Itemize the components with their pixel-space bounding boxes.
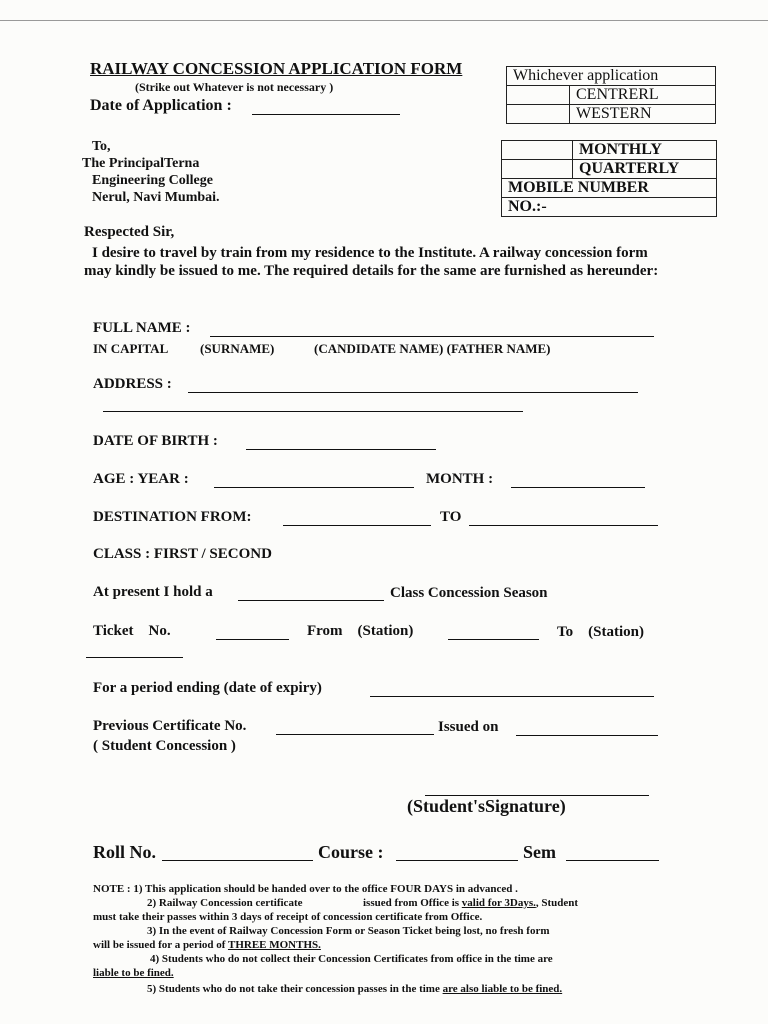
form-title: RAILWAY CONCESSION APPLICATION FORM: [90, 59, 463, 78]
note-2-d: , Student: [535, 897, 579, 909]
note-2-e: must take their passes within 3 days of receipt of concession certificate from Office.: [93, 911, 483, 923]
note-5-a: 5) Students who do not take their concession passes in the time: [147, 983, 440, 995]
sem-field[interactable]: [566, 860, 659, 861]
note-3-a: 3) In the event of Railway Concession Form or Season Ticket being lost, no fresh form: [147, 925, 550, 937]
destination-to-label: TO: [440, 509, 462, 525]
date-of-application-label: Date of Application :: [90, 97, 232, 114]
salutation: Respected Sir,: [84, 224, 175, 240]
sem-label: Sem: [523, 842, 556, 862]
issued-on-label: Issued on: [438, 719, 499, 735]
destination-to-field[interactable]: [469, 525, 658, 526]
roll-no-field[interactable]: [162, 860, 313, 861]
period-check-cell-1[interactable]: [502, 141, 573, 160]
note-3-b: [93, 938, 321, 952]
note-5: [147, 982, 562, 996]
option-quarterly: QUARTERLY: [573, 160, 717, 179]
railway-choice-heading: Whichever application: [507, 67, 716, 86]
note-2-b-text: issued from Office is: [363, 897, 460, 909]
address-field-line-2[interactable]: [103, 411, 523, 412]
period-choice-box: [501, 140, 717, 217]
mobile-number-label: MOBILE NUMBER: [502, 179, 717, 198]
option-monthly: MONTHLY: [573, 141, 717, 160]
railway-check-cell-2[interactable]: [507, 105, 570, 124]
age-year-field[interactable]: [214, 487, 414, 488]
option-central: CENTRERL: [570, 86, 716, 105]
in-capital-label: IN CAPITAL: [93, 341, 169, 356]
top-edge-line: [0, 20, 768, 21]
period-ending-field[interactable]: [370, 696, 654, 697]
recipient-line-2: Engineering College: [92, 173, 213, 188]
note-1: NOTE : 1) This application should be handed over to the office FOUR DAYS in advanced .: [93, 883, 518, 895]
recipient-line-3: Nerul, Navi Mumbai.: [92, 190, 220, 205]
note-3-months: THREE MONTHS.: [227, 939, 321, 951]
full-name-label: FULL NAME :: [93, 320, 191, 336]
strike-note: (Strike out Whatever is not necessary ): [135, 80, 334, 94]
prev-cert-label: Previous Certificate No.: [93, 718, 247, 734]
candidate-father-label: (CANDIDATE NAME) (FATHER NAME): [314, 341, 551, 356]
from-station-field[interactable]: [448, 639, 539, 640]
ticket-no-label: Ticket No.: [93, 623, 171, 639]
note-2-a: 2) Railway Concession certificate: [147, 897, 303, 909]
prev-cert-field[interactable]: [276, 734, 434, 735]
recipient-address: [82, 138, 220, 206]
surname-label: (SURNAME): [200, 341, 275, 356]
date-of-application-field[interactable]: [252, 114, 400, 115]
class-label: CLASS : FIRST / SECOND: [93, 546, 272, 562]
course-field[interactable]: [396, 860, 518, 861]
note-4-a: 4) Students who do not collect their Concession Certificates from office in the time are: [150, 953, 553, 965]
present-class-field[interactable]: [238, 600, 384, 601]
destination-from-label: DESTINATION FROM:: [93, 509, 252, 525]
present-hold-label: At present I hold a: [93, 584, 213, 600]
age-year-label: AGE : YEAR :: [93, 471, 189, 487]
course-label: Course :: [318, 842, 384, 862]
note-5-b: are also liable to be fined.: [442, 983, 563, 995]
address-label: ADDRESS :: [93, 376, 172, 392]
roll-no-label: Roll No.: [93, 842, 156, 862]
recipient-to: To,: [92, 139, 111, 154]
signature-label: (Student'sSignature): [407, 796, 566, 816]
full-name-field[interactable]: [210, 336, 654, 337]
to-station-field[interactable]: [86, 657, 183, 658]
address-field-line-1[interactable]: [188, 392, 638, 393]
note-2-b: [363, 896, 578, 910]
month-field[interactable]: [511, 487, 645, 488]
month-label: MONTH :: [426, 471, 494, 487]
letter-body: I desire to travel by train from my residence to the Institute. A railway concession form may kindly be issued to me. The required details for the same are furnished as hereunder:: [84, 245, 659, 279]
destination-from-field[interactable]: [283, 525, 431, 526]
note-3-b-text: will be issued for a period of: [93, 939, 226, 951]
period-ending-label: For a period ending (date of expiry): [93, 680, 322, 696]
dob-label: DATE OF BIRTH :: [93, 433, 218, 449]
note-4-b: liable to be fined.: [93, 967, 174, 979]
to-station-label: To (Station): [557, 624, 644, 640]
mobile-number-field[interactable]: NO.:-: [502, 198, 717, 217]
railway-choice-box: [506, 66, 716, 124]
period-check-cell-2[interactable]: [502, 160, 573, 179]
option-western: WESTERN: [570, 105, 716, 124]
dob-field[interactable]: [246, 449, 436, 450]
railway-check-cell-1[interactable]: [507, 86, 570, 105]
ticket-no-field[interactable]: [216, 639, 289, 640]
note-2-valid: valid for 3Days.: [461, 897, 536, 909]
from-station-label: From (Station): [307, 623, 414, 639]
class-concession-label: Class Concession Season: [390, 585, 548, 601]
issued-on-field[interactable]: [516, 735, 658, 736]
student-concession-label: ( Student Concession ): [93, 738, 236, 754]
recipient-line-1: The PrincipalTerna: [82, 156, 200, 171]
